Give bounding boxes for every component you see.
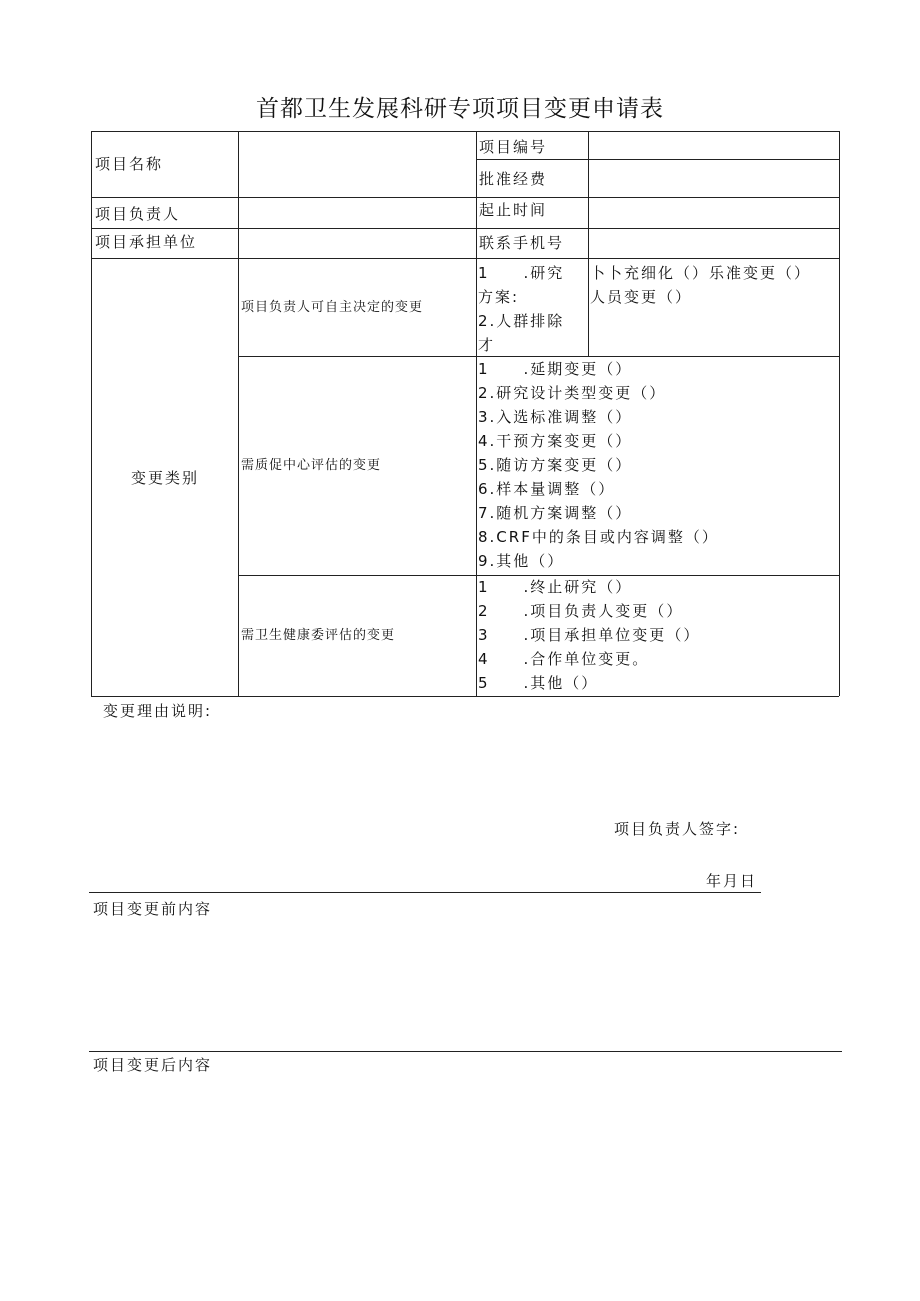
checklist-item[interactable]: 3.入选标准调整（）: [478, 408, 633, 426]
checklist-item[interactable]: 3 .项目承担单位变更（）: [478, 626, 701, 644]
checklist-item[interactable]: 7.随机方案调整（）: [478, 504, 633, 522]
table-border-right: [839, 131, 840, 696]
after-label: 项目变更后内容: [93, 1056, 213, 1074]
project-name-field[interactable]: [240, 132, 476, 197]
self-decided-label: 项目负责人可自主决定的变更: [241, 300, 424, 315]
phone-label: 联系手机号: [479, 234, 565, 252]
list-item: 才: [478, 336, 496, 354]
approved-funds-label: 批准经费: [479, 170, 548, 188]
period-field[interactable]: [590, 198, 838, 228]
commission-eval-list: [478, 575, 838, 695]
checklist-item[interactable]: 6.样本量调整（）: [478, 480, 616, 498]
project-no-field[interactable]: [590, 132, 838, 159]
signature-label: 项目负责人签字:: [614, 820, 741, 838]
change-type-label: 变更类别: [130, 469, 199, 487]
before-label: 项目变更前内容: [93, 900, 213, 918]
unit-label: 项目承担单位: [95, 233, 198, 251]
project-no-label: 项目编号: [479, 138, 548, 156]
checklist-item[interactable]: 1 .终止研究（）: [478, 578, 633, 596]
center-eval-label: 需质促中心评估的变更: [241, 458, 382, 473]
commission-eval-label: 需卫生健康委评估的变更: [241, 628, 396, 643]
after-content-field[interactable]: [93, 1082, 838, 1262]
table-border-left: [91, 131, 92, 696]
checklist-item[interactable]: 2 .项目负责人变更（）: [478, 602, 684, 620]
phone-field[interactable]: [590, 229, 838, 258]
project-leader-label: 项目负责人: [95, 205, 181, 223]
list-item[interactable]: 人员变更（）: [590, 288, 693, 306]
checklist-item[interactable]: 5.随访方案变更（）: [478, 456, 633, 474]
period-label: 起止时间: [479, 201, 548, 219]
center-eval-list: [478, 357, 838, 573]
checklist-item[interactable]: 1 .延期变更（）: [478, 360, 633, 378]
table-border-bottom: [91, 696, 839, 697]
list-item[interactable]: 卜卜充细化（）乐准变更（）: [590, 264, 812, 282]
project-name-label: 项目名称: [95, 155, 164, 173]
table-rule: [91, 258, 839, 259]
before-content-field[interactable]: [93, 925, 838, 1045]
unit-field[interactable]: [240, 229, 476, 258]
date-label: 年月日: [706, 872, 758, 890]
table-rule: [476, 131, 477, 696]
reason-label: 变更理由说明:: [103, 702, 213, 720]
reason-field[interactable]: [95, 728, 835, 818]
page-title: 首都卫生发展科研专项项目变更申请表: [256, 96, 664, 122]
table-rule: [588, 131, 589, 258]
list-item: 1 .研究: [478, 264, 565, 282]
checklist-item[interactable]: 9.其他（）: [478, 552, 565, 570]
section-divider: [89, 892, 761, 893]
checklist-item[interactable]: 4 .合作单位变更。: [478, 650, 650, 668]
checklist-item[interactable]: 5 .其他（）: [478, 674, 599, 692]
self-decided-right-list: [590, 261, 838, 309]
checklist-item[interactable]: 8.CRF中的条目或内容调整（）: [478, 528, 719, 546]
table-rule: [588, 258, 589, 356]
approved-funds-field[interactable]: [590, 160, 838, 197]
checklist-item[interactable]: 4.干预方案变更（）: [478, 432, 633, 450]
checklist-item[interactable]: 2.研究设计类型变更（）: [478, 384, 667, 402]
list-item: 方案:: [478, 288, 520, 306]
table-rule: [238, 131, 239, 696]
project-leader-field[interactable]: [240, 198, 476, 228]
list-item: 2.人群排除: [478, 312, 565, 330]
section-divider: [89, 1051, 842, 1052]
self-decided-left-list: [478, 261, 588, 357]
